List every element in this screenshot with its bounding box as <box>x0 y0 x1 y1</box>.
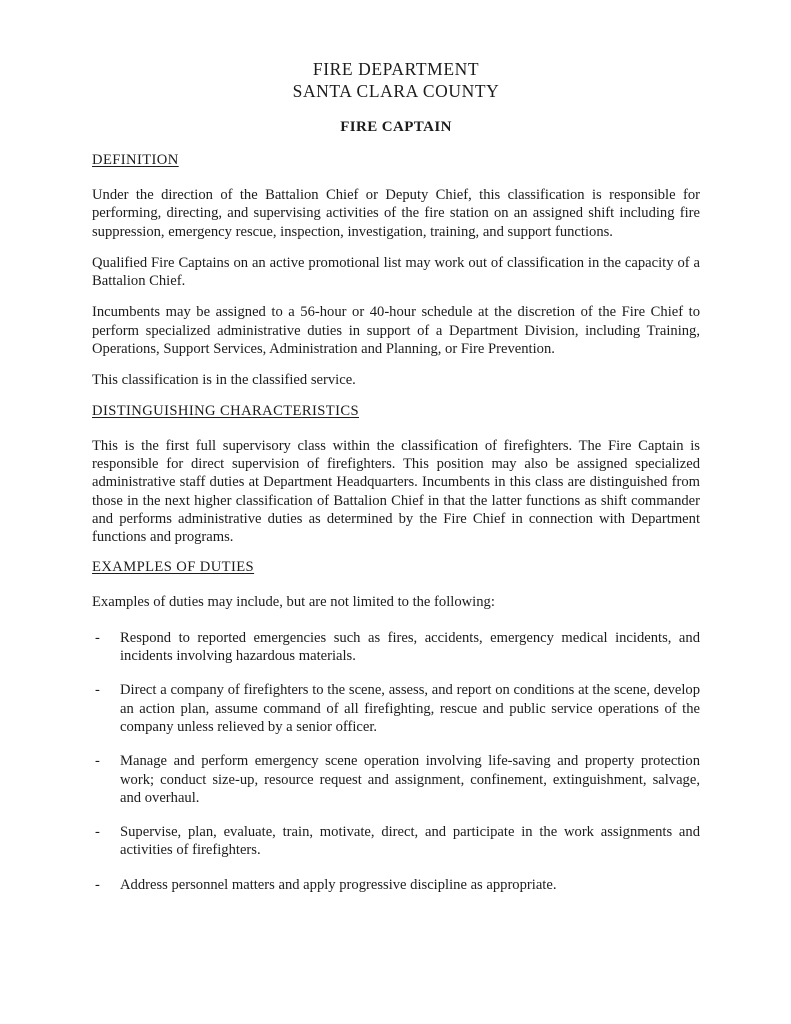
definition-paragraph: Under the direction of the Battalion Chief or Deputy Chief, this classification is responsible for performing, directing, and supervising activities of the fire station on an assigned shift including fire suppression, emergency rescue, inspection, investigation, training, and support functions. <box>92 187 700 240</box>
definition-heading: DEFINITION <box>92 152 179 168</box>
duty-item <box>92 681 700 736</box>
duty-item <box>92 629 700 666</box>
duty-item <box>92 752 700 807</box>
duty-item <box>92 823 700 860</box>
county-title: SANTA CLARA COUNTY <box>292 81 500 101</box>
hyphen-bullet-icon: - <box>95 753 100 770</box>
duty-text: Supervise, plan, evaluate, train, motivate, direct, and participate in the work assignments and activities of firefighters. <box>120 824 700 859</box>
duty-text: Address personnel matters and apply progressive discipline as appropriate. <box>120 876 557 893</box>
definition-paragraph: This classification is in the classified service. <box>92 372 356 389</box>
hyphen-bullet-icon: - <box>95 682 100 699</box>
duty-text: Respond to reported emergencies such as fires, accidents, emergency medical incidents, and incidents involving hazardous materials. <box>120 629 700 665</box>
distinguishing-heading: DISTINGUISHING CHARACTERISTICS <box>92 402 359 419</box>
duty-text: Manage and perform emergency scene operation involving life-saving and property protection work; conduct size-up, resource request and assignment, confinement, extinguishment, salvage, and overhaul. <box>120 753 700 806</box>
hyphen-bullet-icon: - <box>95 629 100 646</box>
section-definition <box>92 152 700 390</box>
section-examples-of-duties <box>92 559 700 894</box>
duties-intro: Examples of duties may include, but are not limited to the following: <box>92 594 495 611</box>
distinguishing-paragraph: This is the first full supervisory class within the classification of firefighters. The Fire Captain is responsible for direct supervision of firefighters. This position may also be assigned specialized administrative staff duties at Department Headquarters. Incumbents in this class are distinguished from those in the next higher classification of Battalion Chief in that the latter functions as shift commander and performs administrative duties as determined by the Fire Chief in connection with Department functions and programs. <box>92 437 700 546</box>
definition-paragraph: Incumbents may be assigned to a 56-hour or 40-hour schedule at the discretion of the Fire Chief to perform specialized administrative duties in support of a Department Division, including Training, Operations, Support Services, Administration and Planning, or Fire Prevention. <box>92 304 700 358</box>
document-header <box>92 58 700 136</box>
duties-heading: EXAMPLES OF DUTIES <box>92 559 255 576</box>
duty-text: Direct a company of firefighters to the scene, assess, and report on conditions at the scene, develop an action plan, assume command of all firefighting, rescue and public service operations of the company unless relieved by a senior officer. <box>120 682 700 735</box>
hyphen-bullet-icon: - <box>95 876 100 893</box>
definition-paragraph: Qualified Fire Captains on an active promotional list may work out of classification in the capacity of a Battalion Chief. <box>92 254 700 290</box>
department-title: FIRE DEPARTMENT <box>312 59 480 79</box>
position-title: FIRE CAPTAIN <box>340 119 452 135</box>
hyphen-bullet-icon: - <box>95 824 100 841</box>
duties-list <box>92 629 700 894</box>
section-distinguishing-characteristics <box>92 403 700 547</box>
duty-item <box>92 876 700 894</box>
